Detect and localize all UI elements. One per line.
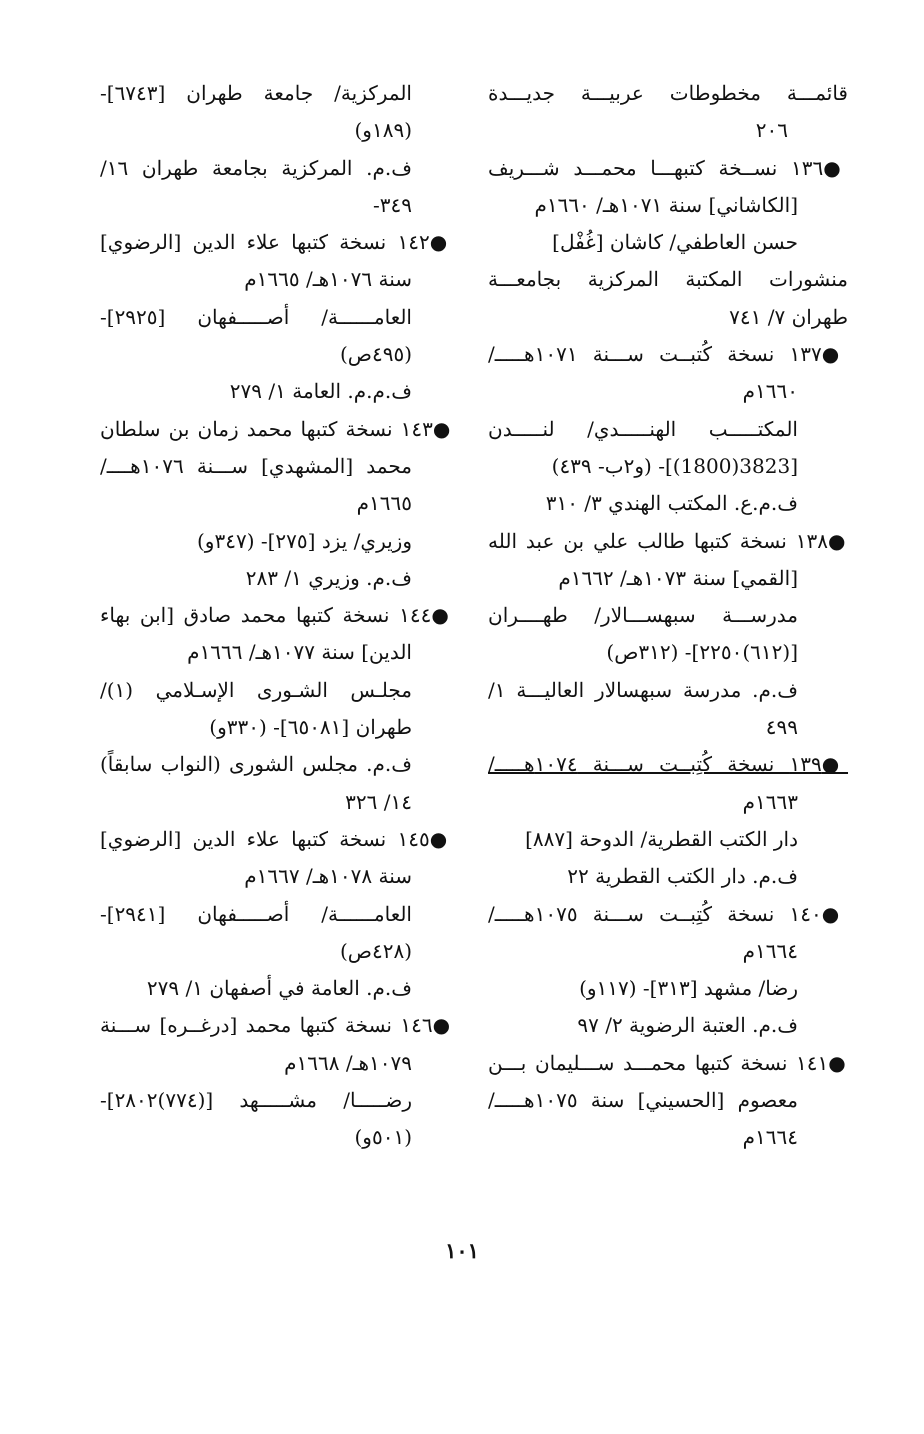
text-line: ف.م. وزيري ١/ ٢٨٣ [245,565,412,590]
text-line: منشورات المكتبة المركزية بجامعـــة [488,267,848,292]
text-line: رضا/ مشهد [٣١٣]- (١١٧و) [579,976,798,1001]
entry-145-line: ●١٤٥ نسخة كتبها علاء الدين [الرضوي] [100,826,453,851]
text-line: العامــــــة/ أصـــــفهان [٢٩٢٥]- [100,304,412,329]
entry-144-line: ●١٤٤ نسخة كتبها محمد صادق [ابن بهاء [100,603,452,628]
text-line: ف.م. العتبة الرضوية ٢/ ٩٧ [577,1013,798,1038]
text-line: ١٠٧٩هـ/ ١٦٦٨م [284,1050,412,1075]
text-line: ٤٩٩ [765,715,798,740]
text-line: [القمي] سنة ١٠٧٣هـ/ ١٦٦٢م [558,565,798,590]
text-line: محمد [المشهدي] ســـنة ١٠٧٦هــــ/ [100,453,412,478]
text-line: ف.م.م. العامة ١/ ٢٧٩ [229,379,412,404]
text-line: المكتـــــب الهنـــــدي/ لنـــــدن [488,416,798,441]
entry-141-line: ●١٤١ نسخة كتبها محمـــد ســـليمان بـــن [488,1050,849,1075]
text-line: وزيري/ يزد [٢٧٥]- (٣٤٧و) [196,528,412,553]
text-line: سنة ١٠٧٦هـ/ ١٦٦٥م [244,267,412,292]
text-line: دار الكتب القطرية/ الدوحة [٨٨٧] [525,826,798,851]
text-line: رضـــــا/ مشـــــهد [(٧٧٤)٢٨٠٢]- [100,1088,412,1113]
text-line: مدرســـة سبهســـالار/ طهــــران [488,603,798,628]
text-line: ف.م. العامة في أصفهان ١/ ٢٧٩ [146,976,412,1001]
text-line: حسن العاطفي/ كاشان [غُفْل] [552,230,798,255]
left-column [100,75,452,1157]
text-line: طهران ٧/ ٧٤١ [729,304,848,329]
text-line: ف.م. مجلس الشورى (النواب سابقاً) [100,752,412,777]
entry-143-line: ●١٤٣ نسخة كتبها محمد زمان بن سلطان [100,416,452,441]
text-line: ١٦٦٠م [742,379,798,404]
entry-140-line: ●١٤٠ نسخة كُتِبــت ســـنة ١٠٧٥هـــــ/ [488,901,849,926]
text-line: ف.م. مدرسة سبهسالار العاليـــة ١/ [488,677,798,702]
text-line: قائمـــة مخطوطات عربيـــة جديـــدة [488,81,848,105]
entry-146-line: ●١٤٦ نسخة كتبها محمد [درغــره] ســـنة [100,1013,453,1038]
text-line: مجلـس الشـورى الإسـلامي (١)/ [100,677,412,702]
text-line: ١٦٦٤م [742,1125,798,1150]
text-line: ١٤/ ٣٢٦ [345,789,412,814]
entry-137-line: ●١٣٧ نسخة كُتبــت ســـنة ١٠٧١هـــــ/ [488,342,849,367]
text-line: الدين] سنة ١٠٧٧هـ/ ١٦٦٦م [187,640,412,665]
right-column [488,75,848,1157]
text-line: (٤٩٥ص) [339,342,412,367]
text-line: (١٨٩و) [354,118,412,143]
text-line: (٤٢٨ص) [339,938,412,963]
text-line: (٥٠١و) [354,1125,412,1150]
text-line: ٣٤٩- [373,192,412,217]
text-line: طهران [٦٥٠٨١]- (٣٣٠و) [209,715,412,740]
text-line: معصوم [الحسيني] سنة ١٠٧٥هـــــ/ [488,1088,798,1113]
text-line: [الكاشاني] سنة ١٠٧١هـ/ ١٦٦٠م [534,192,798,217]
text-line: [(٦١٢)٢٢٥٠]- (٣١٢ص) [606,640,798,665]
text-line: سنة ١٠٧٨هـ/ ١٦٦٧م [244,864,412,889]
text-line: ١٦٦٥م [356,491,412,516]
text-line: ١٦٦٤م [742,938,798,963]
text-line: ١٦٦٣م [742,789,798,814]
page-number: ١٠١ [445,1238,479,1263]
entry-142-line: ●١٤٢ نسخة كتبها علاء الدين [الرضوي] [100,230,453,255]
entry-138-line: ●١٣٨ نسخة كتبها طالب علي بن عبد الله [488,528,848,553]
text-line: ف.م. المركزية بجامعة طهران ١٦/ [100,155,412,180]
text-line: ف.م.ع. المكتب الهندي ٣/ ٣١٠ [545,491,798,516]
entry-139-line: ●١٣٩ نسخة كُتِبــت ســـنة ١٠٧٤هـــــ/ [488,752,849,777]
text-line: ف.م. دار الكتب القطرية ٢٢ [567,864,798,889]
entry-136-line: ●١٣٦ نســخة كتبهـــا محمـــد شـــريف [488,155,849,180]
text-line: ٢٠٦ [755,118,788,143]
text-line: العامــــــة/ أصـــــفهان [٢٩٤١]- [100,901,412,926]
text-line: المركزية/ جامعة طهران [٦٧٤٣]- [100,81,412,105]
text-line: [3823(1800)]- (و٢ب- ٤٣٩) [551,453,798,478]
